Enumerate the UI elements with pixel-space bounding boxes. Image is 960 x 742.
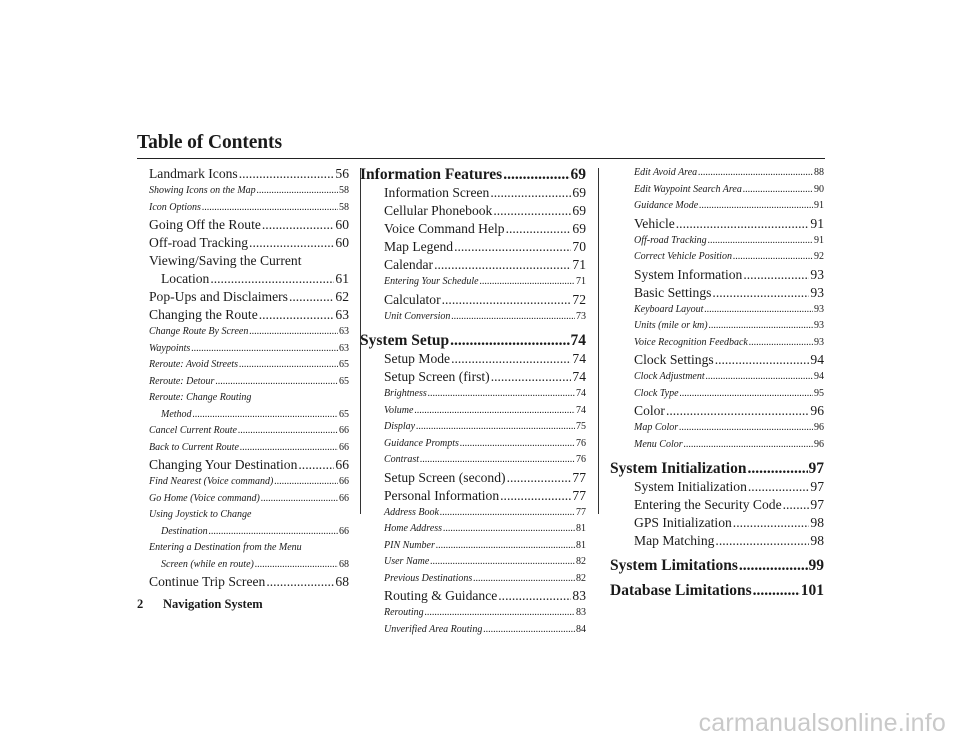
toc-subentry[interactable]: Units (mile or km) ..... 93 bbox=[634, 318, 824, 335]
toc-subentry[interactable]: Contrast ..... 76 bbox=[384, 452, 586, 469]
toc-subentry[interactable]: Voice Recognition Feedback ..... 93 bbox=[634, 335, 824, 352]
toc-subentry[interactable]: Reroute: Change Routing Method ..... 65 bbox=[149, 390, 349, 423]
toc-subentry[interactable]: Waypoints ..... 63 bbox=[149, 341, 349, 358]
toc-subentry[interactable]: Entering Your Schedule ..... 71 bbox=[384, 274, 586, 291]
toc-entry[interactable]: Setup Mode ..... 74 bbox=[384, 350, 586, 368]
toc-subentry[interactable]: Correct Vehicle Position ..... 92 bbox=[634, 249, 824, 266]
page-footer bbox=[137, 597, 263, 612]
toc-subentry[interactable]: Brightness ..... 74 bbox=[384, 386, 586, 403]
toc-subentry[interactable]: Unverified Area Routing ..... 84 bbox=[384, 622, 586, 639]
toc-entry[interactable]: System Information ..... 93 bbox=[634, 266, 824, 284]
toc-subentry[interactable]: Menu Color ..... 96 bbox=[634, 437, 824, 454]
toc-entry[interactable]: Entering the Security Code ..... 97 bbox=[634, 496, 824, 514]
toc-entry[interactable]: Pop-Ups and Disclaimers ..... 62 bbox=[149, 288, 349, 306]
toc-entry[interactable]: Clock Settings ..... 94 bbox=[634, 351, 824, 369]
toc-entry[interactable]: Map Matching ..... 98 bbox=[634, 532, 824, 550]
toc-subentry[interactable]: Using Joystick to Change Destination ..... 66 bbox=[149, 507, 349, 540]
toc-subentry[interactable]: Off-road Tracking ..... 91 bbox=[634, 233, 824, 250]
toc-entry[interactable]: Calculator ..... 72 bbox=[384, 291, 586, 309]
toc-subentry[interactable]: Clock Adjustment ..... 94 bbox=[634, 369, 824, 386]
toc-entry[interactable]: Map Legend ..... 70 bbox=[384, 238, 586, 256]
toc-section-heading[interactable]: Information Features ..... 69 bbox=[360, 165, 586, 184]
toc-entry[interactable]: Routing & Guidance ..... 83 bbox=[384, 587, 586, 605]
toc-column-3 bbox=[610, 165, 824, 600]
footer-section-title: Navigation System bbox=[163, 597, 263, 611]
toc-entry[interactable]: Setup Screen (first) ..... 74 bbox=[384, 368, 586, 386]
toc-entry[interactable]: System Initialization ..... 97 bbox=[634, 478, 824, 496]
toc-subentry[interactable]: Display ..... 75 bbox=[384, 419, 586, 436]
toc-entry[interactable]: Going Off the Route ..... 60 bbox=[149, 216, 349, 234]
toc-section-heading[interactable]: Database Limitations ..... 101 bbox=[610, 581, 824, 600]
toc-section-heading[interactable]: System Limitations ..... 99 bbox=[610, 556, 824, 575]
toc-column-1 bbox=[149, 165, 349, 591]
toc-subentry[interactable]: Unit Conversion ..... 73 bbox=[384, 309, 586, 326]
toc-entry[interactable]: Viewing/Saving the Current Location ..... 61 bbox=[149, 252, 349, 288]
column-divider bbox=[598, 168, 599, 514]
page-title: Table of Contents bbox=[137, 132, 282, 153]
watermark: carmanualsonline.info bbox=[698, 709, 946, 737]
toc-entry[interactable]: Cellular Phonebook ..... 69 bbox=[384, 202, 586, 220]
toc-section-heading[interactable]: System Initialization ..... 97 bbox=[610, 459, 824, 478]
toc-entry[interactable]: Landmark Icons ..... 56 bbox=[149, 165, 349, 183]
toc-subentry[interactable]: Go Home (Voice command) ..... 66 bbox=[149, 491, 349, 508]
toc-subentry[interactable]: Volume ..... 74 bbox=[384, 403, 586, 420]
toc-subentry[interactable]: Map Color ..... 96 bbox=[634, 420, 824, 437]
toc-section-heading[interactable]: System Setup ..... 74 bbox=[360, 331, 586, 350]
toc-entry[interactable]: Continue Trip Screen ..... 68 bbox=[149, 573, 349, 591]
toc-entry[interactable]: Vehicle ..... 91 bbox=[634, 215, 824, 233]
toc-subentry[interactable]: Address Book ..... 77 bbox=[384, 505, 586, 522]
title-rule bbox=[137, 158, 825, 159]
toc-entry[interactable]: Calendar ..... 71 bbox=[384, 256, 586, 274]
toc-column-2 bbox=[360, 165, 586, 638]
toc-entry[interactable]: Voice Command Help ..... 69 bbox=[384, 220, 586, 238]
toc-entry[interactable]: Changing the Route ..... 63 bbox=[149, 306, 349, 324]
toc-subentry[interactable]: Edit Avoid Area ..... 88 bbox=[634, 165, 824, 182]
toc-subentry[interactable]: Reroute: Detour ..... 65 bbox=[149, 374, 349, 391]
toc-entry[interactable]: Personal Information ..... 77 bbox=[384, 487, 586, 505]
toc-subentry[interactable]: Cancel Current Route ..... 66 bbox=[149, 423, 349, 440]
toc-subentry[interactable]: Back to Current Route ..... 66 bbox=[149, 440, 349, 457]
toc-entry[interactable]: Off-road Tracking ..... 60 bbox=[149, 234, 349, 252]
toc-subentry[interactable]: Reroute: Avoid Streets ..... 65 bbox=[149, 357, 349, 374]
toc-subentry[interactable]: Edit Waypoint Search Area ..... 90 bbox=[634, 182, 824, 199]
toc-subentry[interactable]: Keyboard Layout ..... 93 bbox=[634, 302, 824, 319]
toc-subentry[interactable]: User Name ..... 82 bbox=[384, 554, 586, 571]
toc-subentry[interactable]: Find Nearest (Voice command) ..... 66 bbox=[149, 474, 349, 491]
toc-subentry[interactable]: Change Route By Screen ..... 63 bbox=[149, 324, 349, 341]
toc-subentry[interactable]: Clock Type ..... 95 bbox=[634, 386, 824, 403]
toc-subentry[interactable]: Entering a Destination from the Menu Screen (while en route) ..... 68 bbox=[149, 540, 349, 573]
toc-subentry[interactable]: Previous Destinations ..... 82 bbox=[384, 571, 586, 588]
toc-entry[interactable]: Changing Your Destination ..... 66 bbox=[149, 456, 349, 474]
toc-entry[interactable]: Setup Screen (second) ..... 77 bbox=[384, 469, 586, 487]
toc-entry[interactable]: Information Screen ..... 69 bbox=[384, 184, 586, 202]
toc-subentry[interactable]: Icon Options ..... 58 bbox=[149, 200, 349, 217]
toc-subentry[interactable]: Guidance Prompts ..... 76 bbox=[384, 436, 586, 453]
toc-subentry[interactable]: Showing Icons on the Map ..... 58 bbox=[149, 183, 349, 200]
toc-entry[interactable]: GPS Initialization ..... 98 bbox=[634, 514, 824, 532]
page-number: 2 bbox=[137, 597, 144, 611]
toc-subentry[interactable]: PIN Number ..... 81 bbox=[384, 538, 586, 555]
toc-subentry[interactable]: Home Address ..... 81 bbox=[384, 521, 586, 538]
toc-entry[interactable]: Color ..... 96 bbox=[634, 402, 824, 420]
toc-entry[interactable]: Basic Settings ..... 93 bbox=[634, 284, 824, 302]
toc-subentry[interactable]: Guidance Mode ..... 91 bbox=[634, 198, 824, 215]
toc-subentry[interactable]: Rerouting ..... 83 bbox=[384, 605, 586, 622]
